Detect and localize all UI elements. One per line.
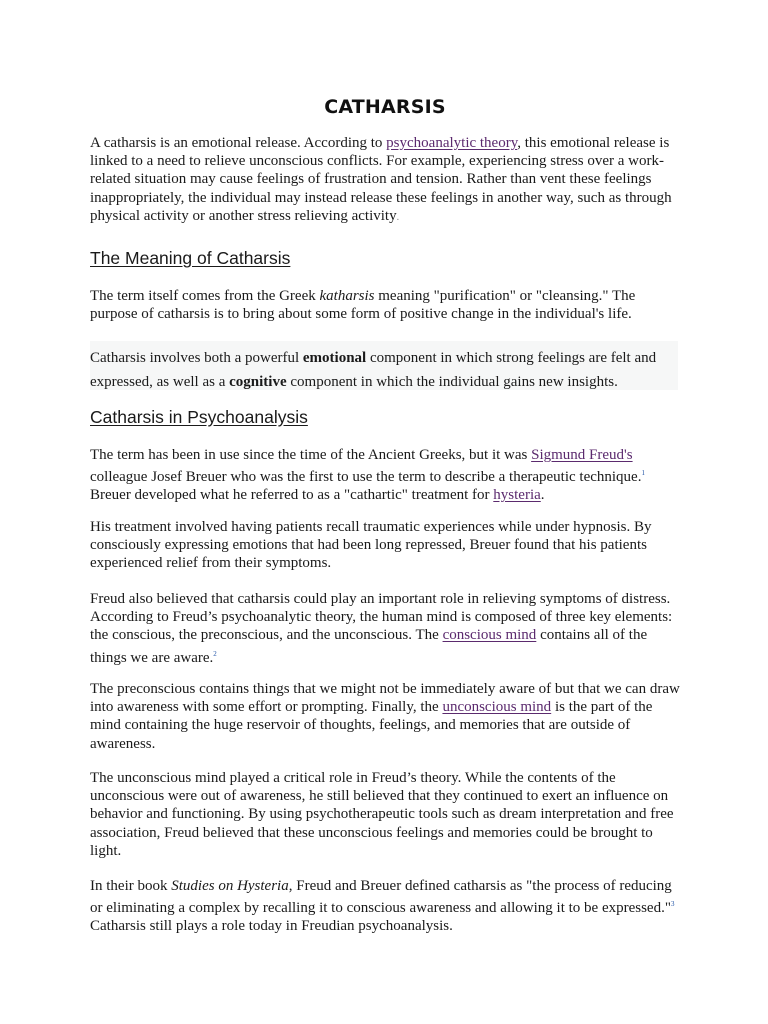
page-title: CATHARSIS — [324, 96, 446, 118]
footnote-2[interactable]: 2 — [213, 649, 217, 658]
footnote-3[interactable]: 3 — [670, 900, 675, 909]
psychoanalytic-theory-link[interactable]: psychoanalytic theory — [386, 135, 518, 151]
treatment-paragraph: His treatment involved having patients recall traumatic experiences while under hypnosis. By consciously expressing emotions that had been long repressed, Breuer found that his patients experienced relief from their symptoms. — [90, 519, 652, 572]
conscious-mind-link[interactable]: conscious mind — [442, 627, 537, 644]
hysteria-link[interactable]: hysteria — [493, 487, 541, 504]
section-heading-meaning: The Meaning of Catharsis — [90, 248, 291, 268]
intro-paragraph: A catharsis is an emotional release. According to psychoanalytic theory, this emotional release is linked to a need to relieve unconscious conflicts. For example, experiencing stress over a work-related situation may cause feelings of frustration and tension. Rather than vent these feelings inappropriately, the individual may instead release these feelings in another way, such as through physical activity or another stress relieving activity. — [90, 135, 672, 224]
section-heading-psychoanalysis: Catharsis in Psychoanalysis — [90, 407, 308, 427]
history-paragraph: The term has been in use since the time of the Ancient Greeks, but it was Sigmund Freud's colleague Josef Breuer who was the first to use the term to describe a therapeutic technique.$^1$ Breuer developed what he referred to as a "cathartic" treatment for hysteria. — [90, 447, 645, 504]
preconscious-paragraph: The preconscious contains things that we might not be immediately aware of but that we can draw into awareness with some effort or prompting. Finally, the unconscious mind is the part of the mind containing the huge reservoir of thoughts, feelings, and memories that are outside of awareness. — [90, 681, 680, 752]
footnote-1[interactable]: 1 — [641, 469, 645, 478]
callout-box: Catharsis involves both a powerful emotional component in which strong feelings are felt and expressed, as well as a cognitive component in which the individual gains new insights. — [90, 341, 678, 390]
end-mark: . — [396, 211, 400, 223]
sigmund-freud-link[interactable]: Sigmund Freud's — [531, 447, 633, 463]
studies-paragraph: In their book Studies on Hysteria, Freud and Breuer defined catharsis as "the process of reducing or eliminating a complex by recalling it to conscious awareness and allowing it to be expressed."$^3$ Catharsis still plays a role today in Freudian psychoanalysis. — [90, 878, 675, 935]
unconscious-mind-link[interactable]: unconscious mind — [442, 699, 552, 716]
freud-mind-paragraph: Freud also believed that catharsis could play an important role in relieving symptoms of distress. According to Freud’s psychoanalytic theory, the human mind is composed of three key elements: the conscious, the preconscious, and the unconscious. The conscious mind contains all of the things we are aware.$^2$ — [90, 591, 673, 666]
meaning-paragraph: The term itself comes from the Greek katharsis meaning "purification" or "cleansing." The purpose of catharsis is to bring about some form of positive change in the individual's life. — [90, 288, 636, 323]
unconscious-paragraph: The unconscious mind played a critical role in Freud’s theory. While the contents of the unconscious were out of awareness, he still believed that they continued to exert an influence on behavior and functioning. By using psychotherapeutic tools such as dream interpretation and free association, Freud believed that these unconscious feelings and memories could be brought to light. — [90, 770, 674, 859]
